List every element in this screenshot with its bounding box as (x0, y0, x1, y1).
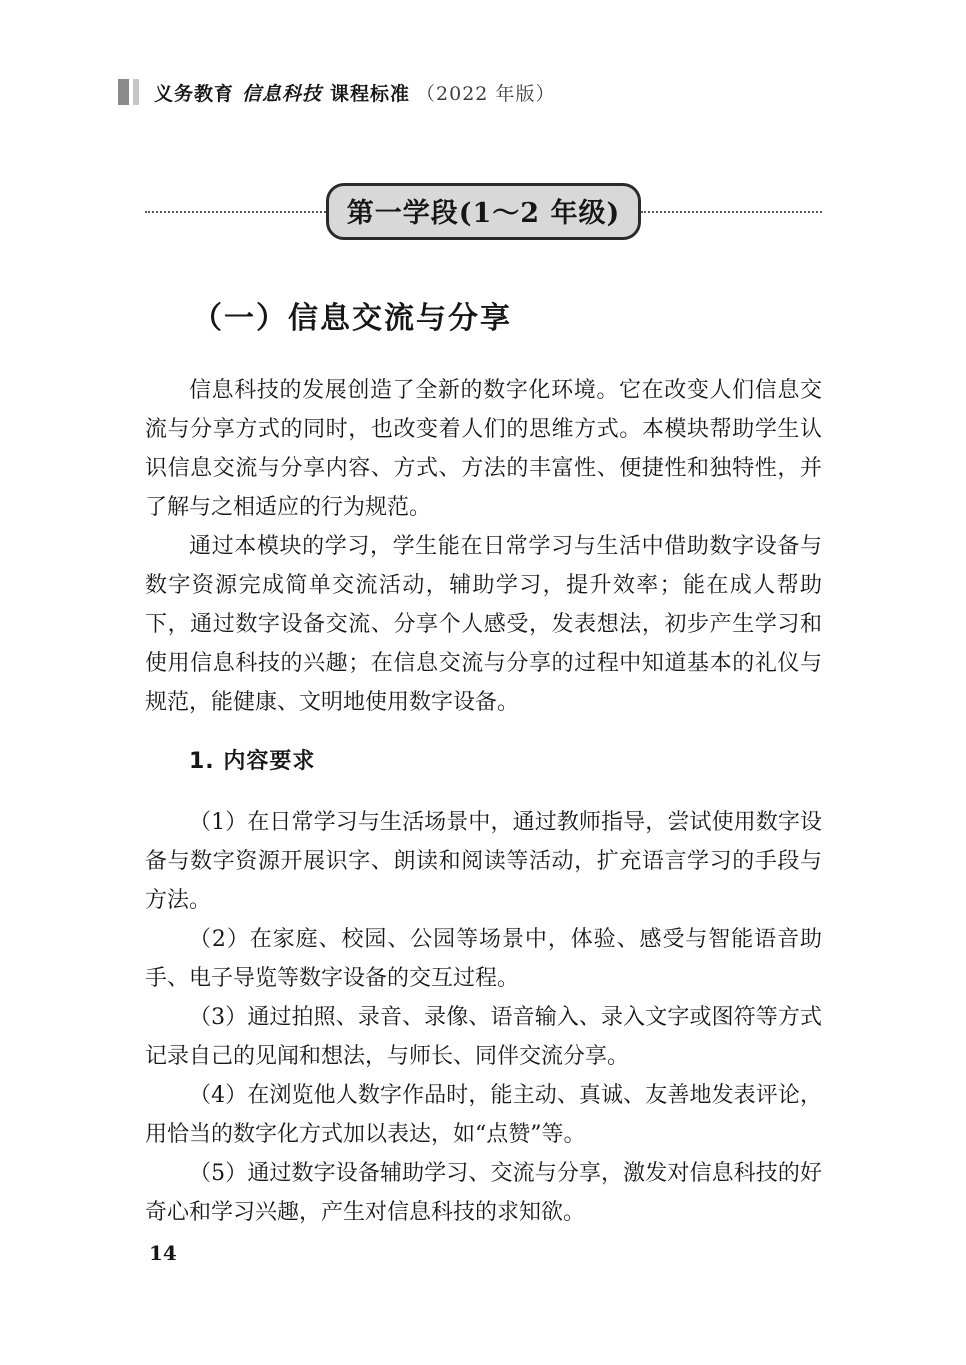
header-doc-type: 课程标准 (330, 82, 411, 105)
dotted-rule-left (145, 211, 326, 213)
header-text (154, 79, 555, 106)
requirement-item-3: （3）通过拍照、录音、录像、语音输入、录入文字或图符等方式记录自己的见闻和想法，与师长、同伴交流分享。 (145, 1005, 822, 1069)
requirement-item-1: （1）在日常学习与生活场景中，通过教师指导，尝试使用数字设备与数字资源开展识字、朗读和阅读等活动，扩充语言学习的手段与方法。 (145, 810, 822, 913)
header-edition: （2022 年版） (416, 82, 556, 105)
intro-paragraph-2: 通过本模块的学习，学生能在日常学习与生活中借助数字设备与数字资源完成简单交流活动，辅助学习，提升效率；能在成人帮助下，通过数字设备交流、分享个人感受，发表想法，初步产生学习和使用信息科技的兴趣；在信息交流与分享的过程中知道基本的礼仪与规范，能健康、文明地使用数字设备。 (145, 534, 822, 715)
content-requirements-heading: 1. 内容要求 (189, 749, 316, 774)
intro-paragraph-1: 信息科技的发展创造了全新的数字化环境。它在改变人们信息交流与分享方式的同时，也改变着人们的思维方式。本模块帮助学生认识信息交流与分享内容、方式、方法的丰富性、便捷性和独特性，并了解与之相适应的行为规范。 (145, 378, 822, 520)
page-number: 14 (149, 1241, 177, 1265)
header-subject: 信息科技 (242, 82, 323, 105)
requirement-item-5: （5）通过数字设备辅助学习、交流与分享，激发对信息科技的好奇心和学习兴趣，产生对信息科技的求知欲。 (145, 1161, 822, 1225)
header-bar-dark-icon (118, 79, 129, 105)
requirement-item-2: （2）在家庭、校园、公园等场景中，体验、感受与智能语音助手、电子导览等数字设备的交互过程。 (145, 927, 822, 991)
running-header (118, 78, 555, 106)
header-series: 义务教育 (154, 82, 235, 105)
header-bar-light-icon (133, 79, 139, 105)
dotted-rule-right (641, 211, 822, 213)
stage-banner (145, 183, 822, 240)
stage-badge: 第一学段(1～2 年级) (326, 183, 642, 240)
body-text (145, 371, 822, 1232)
section-title: （一）信息交流与分享 (192, 301, 512, 336)
requirement-item-4: （4）在浏览他人数字作品时，能主动、真诚、友善地发表评论，用恰当的数字化方式加以表达，如“点赞”等。 (145, 1083, 822, 1147)
